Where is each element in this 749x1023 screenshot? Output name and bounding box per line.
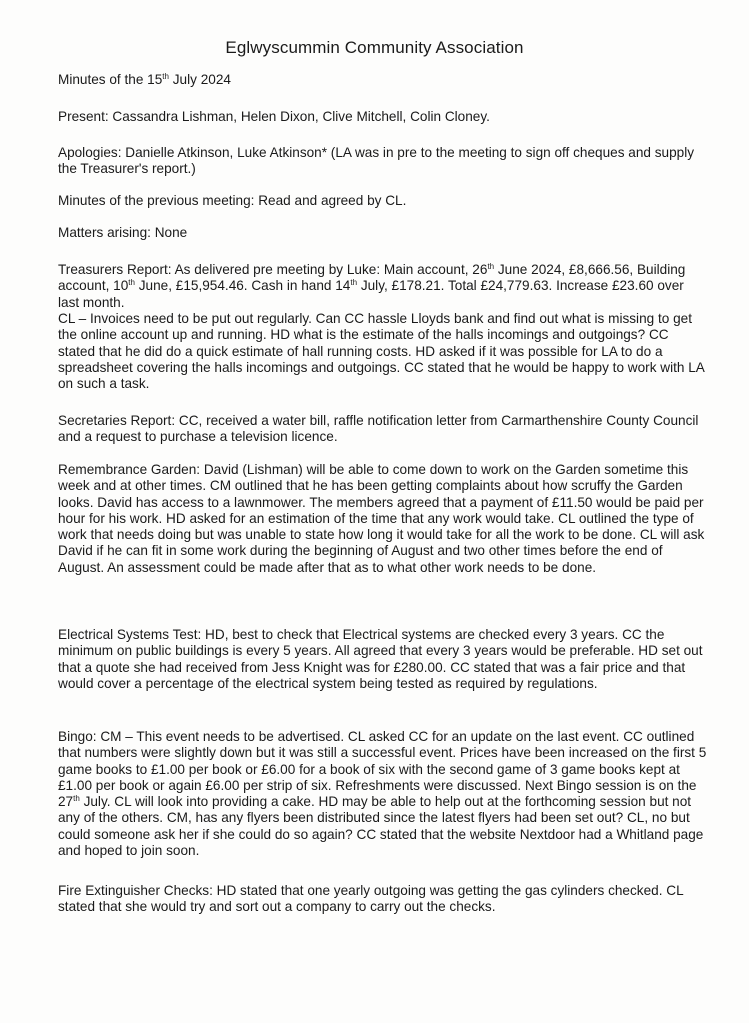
treasurers-report-ordinal2: th [128, 278, 135, 288]
electrical-systems-test: Electrical Systems Test: HD, best to check that Electrical systems are checked every 3 years. CC the minimum on public buildings is every 5 years. All agreed that every 3 years would be preferable. HD set out that a quote she had received from Jess Knight was for £280.00. CC stated that was a fair price and that would cover a percentage of the electrical system being tested as required by regulations. [58, 627, 703, 691]
minutes-date-ordinal: th [162, 72, 169, 81]
matters-arising: Matters arising: None [58, 225, 188, 240]
secretaries-report: Secretaries Report: CC, received a water bill, raffle notification letter from Carmarthenshire County Council and a request to purchase a television licence. [58, 413, 699, 445]
previous-meeting: Minutes of the previous meeting: Read and agreed by CL. [58, 193, 407, 208]
remembrance-garden: Remembrance Garden: David (Lishman) will be able to come down to work on the Garden sometime this week and at other times. CM outlined that he has been getting complaints about how scruffy the Garden looks. David has access to a lawnmower. The members agreed that a payment of £11.50 would be paid per hour for his work. HD asked for an estimation of the time that any work would take. CL outlined the type of work that needs doing but was unable to state how long it would take for all the work to be done. CL will ask David if he can fit in some work during the beginning of August and two other times before the end of August. An assessment could be made after that as to what other work needs to be done. [58, 462, 705, 575]
invoices-discussion: CL – Invoices need to be put out regularly. Can CC hassle Lloyds bank and find out what is missing to get the online account up and running. HD what is the estimate of the halls incomings and outgoings? CC stated that he did do a quick estimate of hall running costs. HD asked if it was possible for LA to do a spreadsheet covering the halls incomings and outgoings. CC stated that he would be happy to work with LA on such a task. [58, 311, 705, 392]
present-list: Present: Cassandra Lishman, Helen Dixon, Clive Mitchell, Colin Cloney. [58, 109, 490, 124]
treasurers-report-ordinal3: th [350, 278, 358, 288]
fire-extinguisher-checks: Fire Extinguisher Checks: HD stated that one yearly outgoing was getting the gas cylinders checked. CL stated that she would try and sort out a company to carry out the checks. [58, 883, 684, 915]
bingo-part1: Bingo: CM – This event needs to be advertised. CL asked CC for an update on the last event. CC outlined that numbers were slightly down but it was still a successful event. Prices have been increased on the first 5 game books to £1.00 per book or £6.00 for a book of six with the second game of 3 game books kept at £1.00 per book or again £6.00 per strip of six. Refreshments were discussed. Next Bingo session is on the 27 [58, 729, 707, 810]
treasurers-report-part3: June, £15,954.46. Cash in hand 14 [134, 278, 351, 294]
bingo-section [58, 729, 708, 859]
bingo-ordinal: th [73, 794, 80, 804]
treasurers-report [58, 262, 708, 311]
minutes-date-month: July 2024 [168, 72, 231, 87]
apologies: Apologies: Danielle Atkinson, Luke Atkinson* (LA was in pre to the meeting to sign off cheques and supply the Treasurer's report.) [58, 145, 695, 177]
treasurers-report-part4: July, £178.21. Total £24,779.63. Increase £23.60 over last month. [58, 278, 684, 310]
minutes-date [58, 72, 708, 88]
document-title: Eglwyscummin Community Association [225, 38, 524, 57]
treasurers-report-part2: June 2024, £8,666.56, Building account, 10 [58, 262, 686, 294]
treasurers-report-ordinal1: th [487, 262, 495, 271]
treasurers-report-part1: Treasurers Report: As delivered pre meeting by Luke: Main account, 26 [58, 262, 488, 277]
bingo-part2: July. CL will look into providing a cake. HD may be able to help out at the forthcoming session but not any of the others. CM, has any flyers been distributed since the latest flyers had been set out? CL, no but could someone ask her if she could do so again? CC stated that the website Nextdoor had a Whitland page and hoped to join soon. [58, 794, 704, 859]
minutes-date-text: Minutes of the 15 [58, 72, 163, 87]
